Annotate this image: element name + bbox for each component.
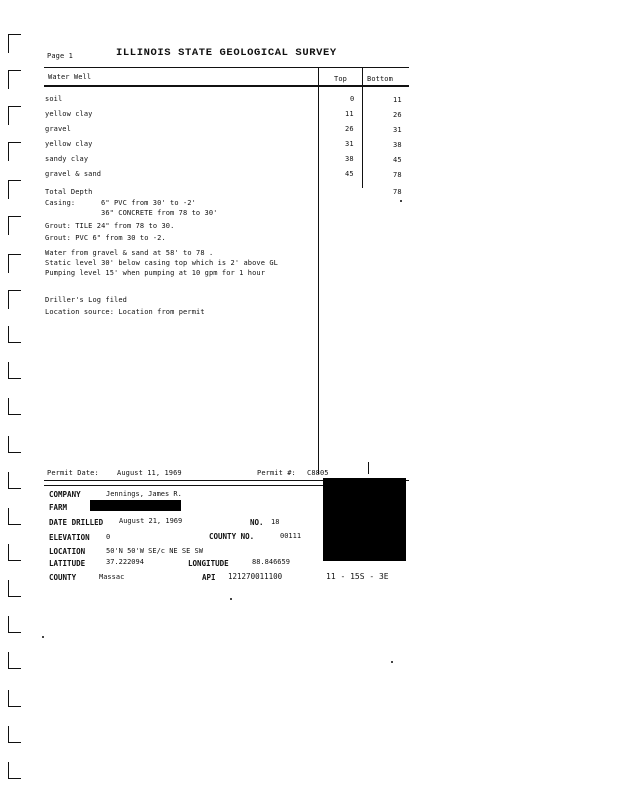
- county-no-value: 00111: [280, 532, 302, 540]
- agency-title: ILLINOIS STATE GEOLOGICAL SURVEY: [116, 47, 337, 59]
- formation-bottom: 78: [393, 171, 402, 179]
- column-header-bottom: Bottom: [367, 75, 393, 83]
- longitude-label: LONGITUDE: [188, 559, 229, 568]
- formation-bottom: 38: [393, 141, 402, 149]
- api-value: 121270011100: [228, 572, 283, 581]
- api-label: API: [202, 573, 216, 582]
- formation-name: gravel: [45, 125, 71, 133]
- permit-date-label: Permit Date:: [47, 469, 99, 477]
- formation-top: 26: [345, 125, 354, 133]
- company-label: COMPANY: [49, 490, 81, 499]
- header-rule-bottom: [44, 85, 409, 87]
- formation-name: gravel & sand: [45, 170, 102, 178]
- note-line: Driller's Log filed: [45, 296, 127, 304]
- permit-date-value: August 11, 1969: [117, 469, 182, 477]
- casing-line: 6" PVC from 30' to -2': [101, 199, 196, 207]
- section-township-range: 11 - 15S - 3E: [326, 572, 389, 581]
- water-line: Pumping level 15' when pumping at 10 gpm for 1 hour: [45, 269, 266, 277]
- well-no-label: NO.: [250, 518, 264, 527]
- casing-line: 36" CONCRETE from 78 to 30': [101, 209, 218, 217]
- longitude-value: 88.846659: [252, 558, 290, 566]
- elevation-label: ELEVATION: [49, 533, 90, 542]
- column-divider-bottom: [362, 68, 363, 188]
- header-rule-top: [44, 67, 409, 68]
- farm-label: FARM: [49, 503, 68, 512]
- elevation-value: 0: [106, 533, 111, 541]
- formation-bottom: 26: [393, 111, 402, 119]
- formation-name: yellow clay: [45, 140, 93, 148]
- grout-line: Grout: TILE 24" from 78 to 30.: [45, 222, 175, 230]
- note-line: Location source: Location from permit: [45, 308, 205, 316]
- redaction-box: [90, 500, 181, 511]
- permit-number-label: Permit #:: [257, 469, 296, 477]
- location-label: LOCATION: [49, 547, 86, 556]
- water-line: Static level 30' below casing top which is 2' above GL: [45, 259, 278, 267]
- formation-name: sandy clay: [45, 155, 89, 163]
- location-value: 50'N 50'W SE/c NE SE SW: [106, 547, 203, 555]
- water-line: Water from gravel & sand at 58' to 78 .: [45, 249, 214, 257]
- latitude-value: 37.222094: [106, 558, 144, 566]
- formation-bottom: 31: [393, 126, 402, 134]
- column-divider-fragment: [368, 462, 369, 474]
- formation-name: yellow clay: [45, 110, 93, 118]
- formation-top: 31: [345, 140, 354, 148]
- formation-bottom: 11: [393, 96, 402, 104]
- county-label: COUNTY: [49, 573, 77, 582]
- county-value: Massac: [99, 573, 125, 581]
- casing-label: Casing:: [45, 199, 76, 207]
- formation-top: 45: [345, 170, 354, 178]
- formation-top: 38: [345, 155, 354, 163]
- county-no-label: COUNTY NO.: [209, 532, 255, 541]
- permit-number-value: C8805: [307, 469, 329, 477]
- grout-line: Grout: PVC 6" from 30 to -2.: [45, 234, 166, 242]
- date-drilled-label: DATE DRILLED: [49, 518, 104, 527]
- column-header-top: Top: [334, 75, 347, 83]
- redaction-box: [323, 478, 406, 561]
- total-depth-value: 78: [393, 188, 402, 196]
- company-value: Jennings, James R.: [106, 490, 182, 498]
- latitude-label: LATITUDE: [49, 559, 86, 568]
- column-divider-top: [318, 68, 319, 474]
- record-rule: [44, 485, 324, 486]
- formation-bottom: 45: [393, 156, 402, 164]
- page-label: Page 1: [47, 52, 73, 60]
- total-depth-label: Total Depth: [45, 188, 93, 196]
- formation-name: soil: [45, 95, 63, 103]
- formation-top: 11: [345, 110, 354, 118]
- formation-top: 0: [350, 95, 355, 103]
- well-no-value: 18: [271, 518, 280, 526]
- date-drilled-value: August 21, 1969: [119, 517, 183, 525]
- column-header-record: Water Well: [48, 73, 92, 81]
